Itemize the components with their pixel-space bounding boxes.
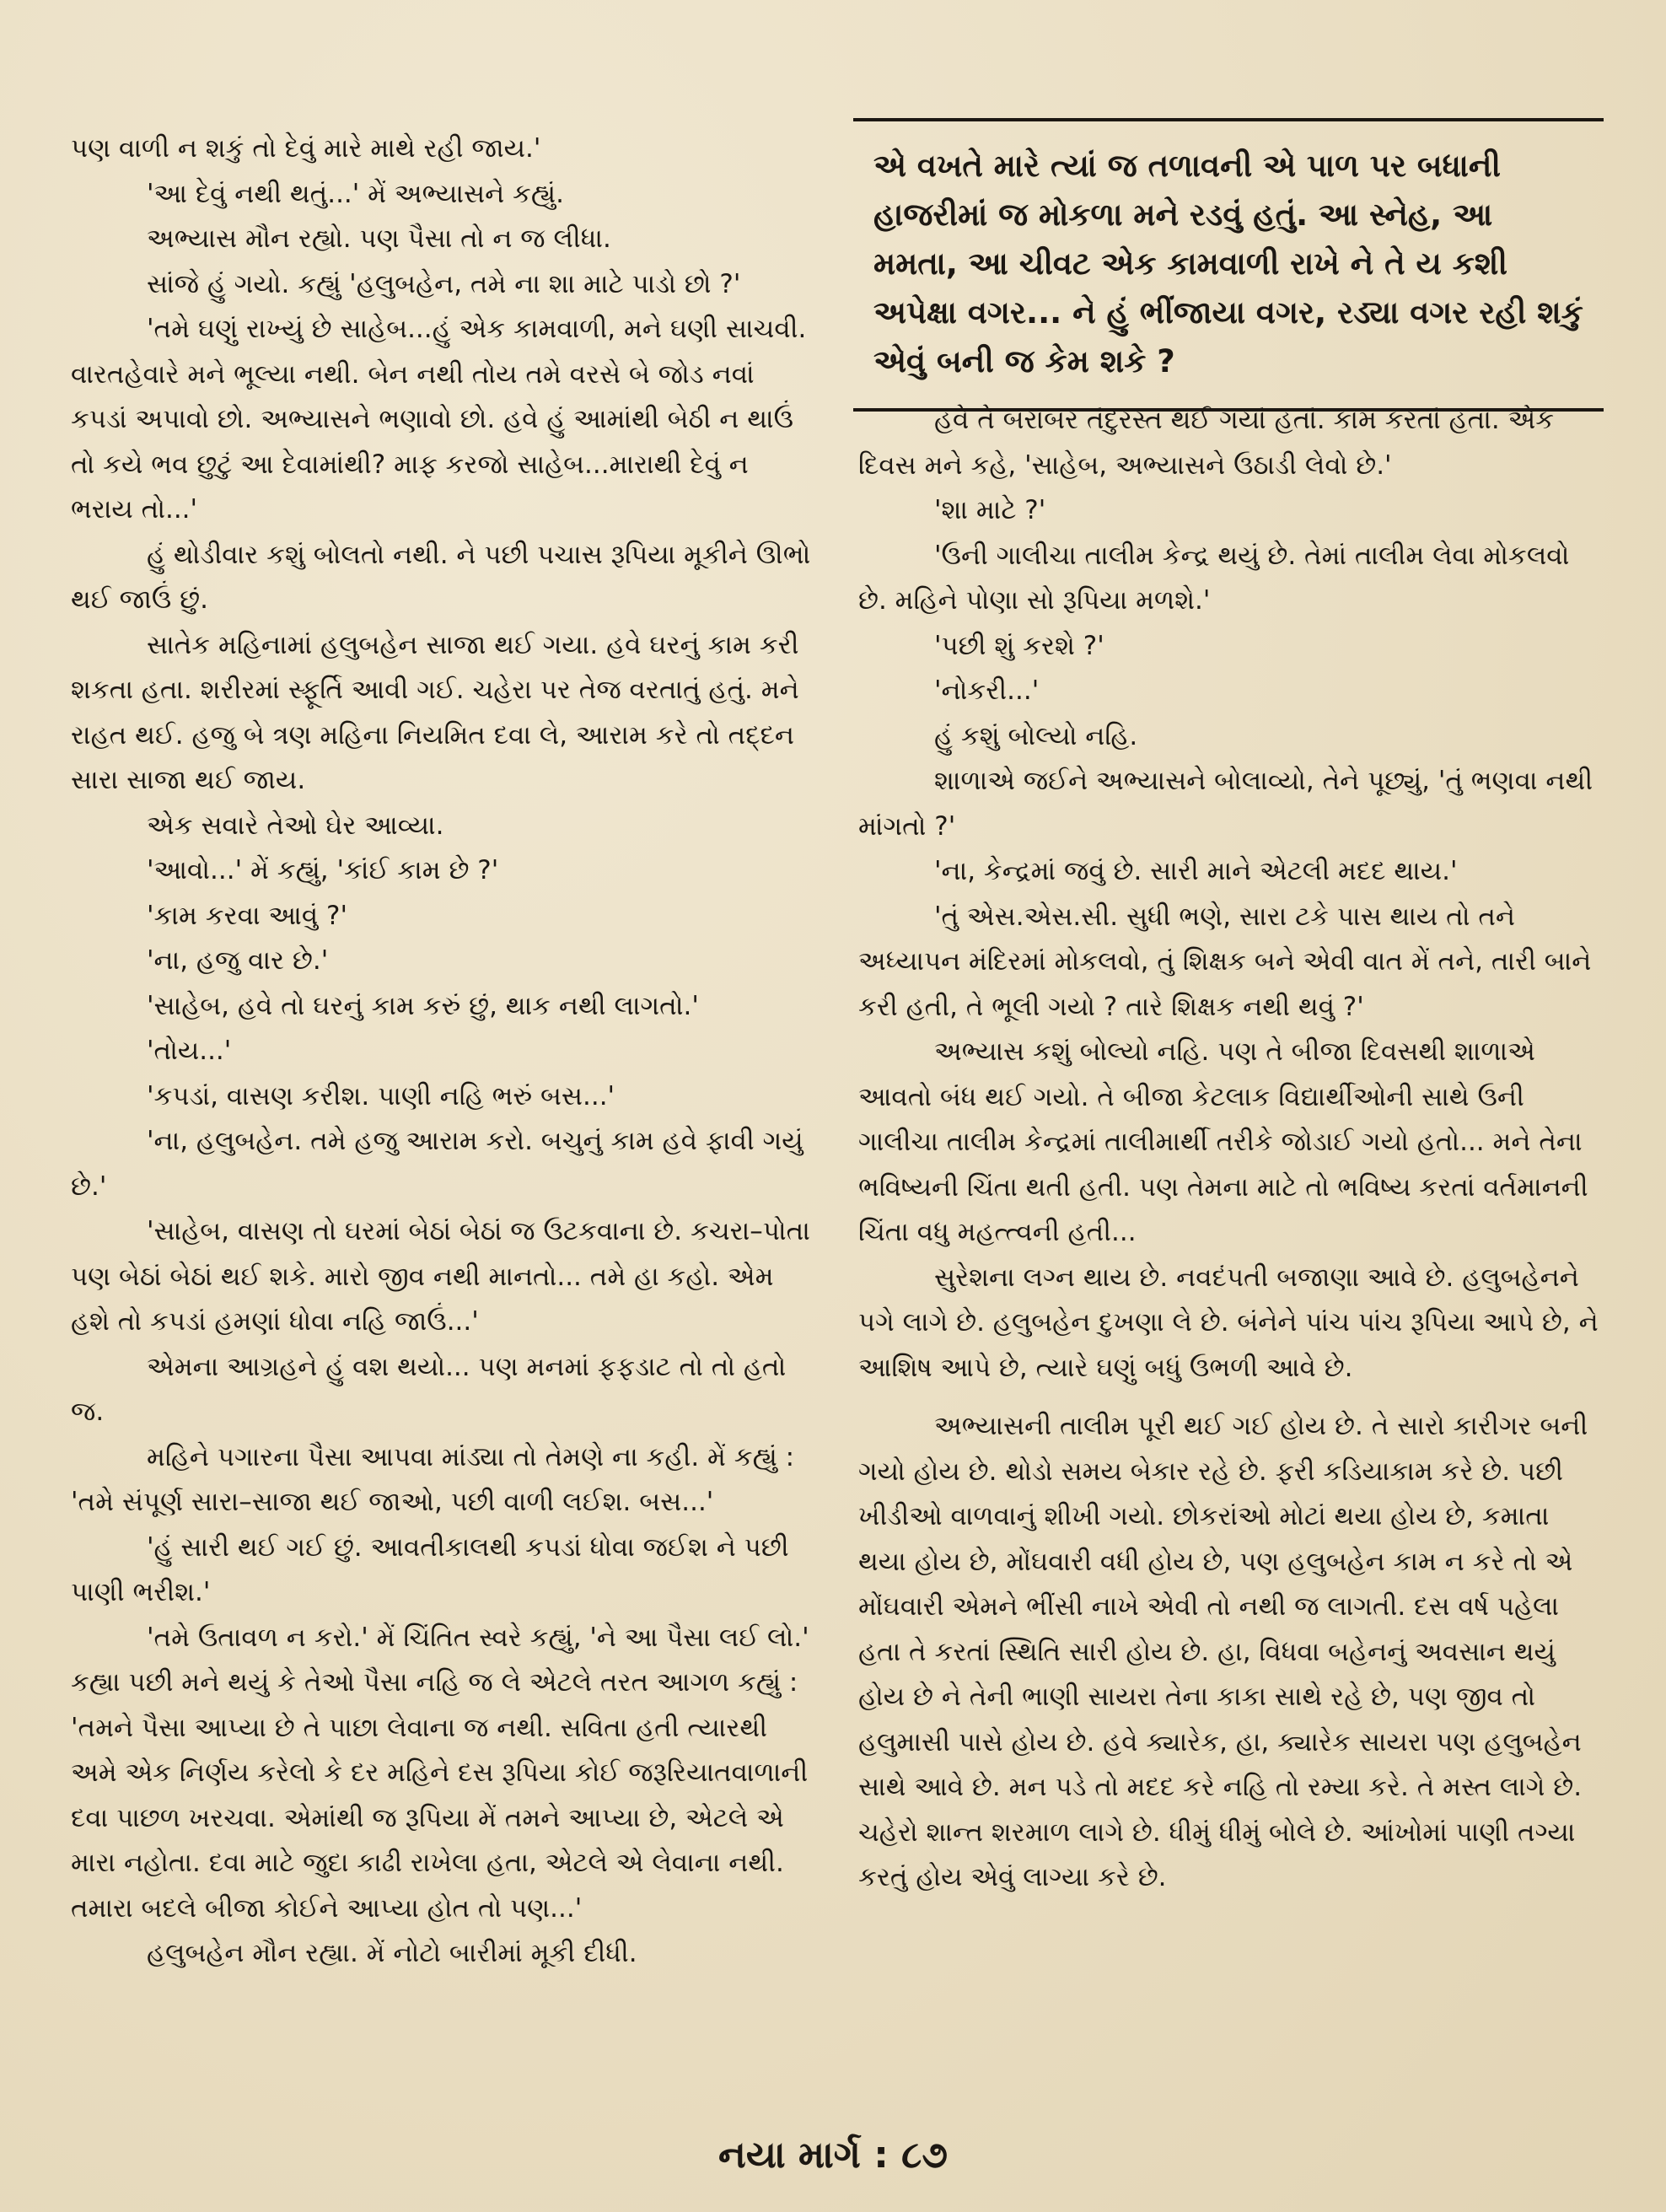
pull-quote-text: એ વખતે મારે ત્યાં જ તળાવની એ પાળ પર બધાની હાજરીમાં જ મોકળા મને રડવું હતું. આ સ્નેહ, આ મમતા, આ ચીવટ એક કામવાળી રાખે ને તે ય કશી અપેક્ષા વગર... ને હું ભીંજાયા વગર, રડ્યા વગર રહી શકું એવું બની જ કેમ શકે ? (873, 148, 1583, 379)
paragraph: હવે તે બરાબર તંદુરસ્ત થઈ ગયાં હતાં. કામ કરતાં હતા. એક દિવસ મને કહે, 'સાહેબ, અભ્યાસને ઉઠાડી લેવો છે.' (858, 405, 1555, 481)
paragraph: 'નોકરી...' (934, 675, 1040, 706)
paragraph: સાંજે હું ગયો. કહ્યું 'હલુબહેન, તમે ના શા માટે પાડો છો ?' (147, 268, 741, 299)
paragraph: 'આ દેવું નથી થતું...' મેં અભ્યાસને કહ્યું. (147, 178, 564, 209)
pull-quote (853, 118, 1604, 412)
paragraph: 'પછી શું કરશે ?' (934, 630, 1104, 661)
paragraph: શાળાએ જઈને અભ્યાસને બોલાવ્યો, તેને પૂછ્યું, 'તું ભણવા નથી માંગતો ?' (858, 766, 1593, 842)
paragraph: 'સાહેબ, વાસણ તો ઘરમાં બેઠાં બેઠાં જ ઉટકવાના છે. કચરા–પોતા પણ બેઠાં બેઠાં થઈ શકે. મારો જીવ નથી માનતો... તમે હા કહો. એમ હશે તો કપડાં હમણાં ધોવા નહિ જાઉં...' (71, 1216, 810, 1337)
paragraph: 'સાહેબ, હવે તો ઘરનું કામ કરું છું, થાક નથી લાગતો.' (147, 990, 699, 1021)
page-footer: નયા માર્ગ : ૮૭ (718, 2134, 948, 2177)
paragraph: 'આવો...' મેં કહ્યું, 'કાંઈ કામ છે ?' (147, 855, 499, 885)
paragraph: અભ્યાસની તાલીમ પૂરી થઈ ગઈ હોય છે. તે સારો કારીગર બની ગયો હોય છે. થોડો સમય બેકાર રહે છે. ફરી કડિયાકામ કરે છે. પછી ખીડીઓ વાળવાનું શીખી ગયો. છોકરાંઓ મોટાં થયા હોય છે, કમાતા થયા હોય છે, મોંઘવારી વધી હોય છે, પણ હલુબહેન કામ ન કરે તો એ મોંઘવારી એમને ભીંસી નાખે એવી તો નથી જ લાગતી. દસ વર્ષ પહેલા હતા તે કરતાં સ્થિતિ સારી હોય છે. હા, વિધવા બહેનનું અવસાન થયું હોય છે ને તેની ભાણી સાયરા તેના કાકા સાથે રહે છે, પણ જીવ તો હલુમાસી પાસે હોય છે. હવે ક્યારેક, હા, ક્યારેક સાયરા પણ હલુબહેન સાથે આવે છે. મન પડે તો મદદ કરે નહિ તો રમ્યા કરે. તે મસ્ત લાગે છે. ચહેરો શાન્ત શરમાળ લાગે છે. ધીમું ધીમું બોલે છે. આંખોમાં પાણી તગ્યા કરતું હોય એવું લાગ્યા કરે છે. (858, 1411, 1588, 1892)
paragraph: અભ્યાસ કશું બોલ્યો નહિ. પણ તે બીજા દિવસથી શાળાએ આવતો બંધ થઈ ગયો. તે બીજા કેટલાક વિદ્યાર્થીઓની સાથે ઉની ગાલીચા તાલીમ કેન્દ્રમાં તાલીમાર્થી તરીકે જોડાઈ ગયો હતો... મને તેના ભવિષ્યની ચિંતા થતી હતી. પણ તેમના માટે તો ભવિષ્ય કરતાં વર્તમાનની ચિંતા વધુ મહત્ત્વની હતી... (858, 1036, 1588, 1247)
paragraph: 'ના, હલુબહેન. તમે હજુ આરામ કરો. બચુનું કામ હવે ફાવી ગયું છે.' (71, 1126, 803, 1202)
paragraph: 'તમે ઘણું રાખ્યું છે સાહેબ...હું એક કામવાળી, મને ઘણી સાચવી. વારતહેવારે મને ભૂલ્યા નથી. બેન નથી તોય તમે વરસે બે જોડ નવાં કપડાં અપાવો છો. અભ્યાસને ભણાવો છો. હવે હું આમાંથી બેઠી ન થાઉં તો કયે ભવ છુટું આ દેવામાંથી? માફ કરજો સાહેબ...મારાથી દેવું ન ભરાય તો...' (71, 314, 807, 525)
paragraph: 'શા માટે ?' (934, 495, 1046, 525)
paragraph: 'તું એસ.એસ.સી. સુધી ભણે, સારા ટકે પાસ થાય તો તને અધ્યાપન મંદિરમાં મોકલવો, તું શિક્ષક બને એવી વાત મેં તને, તારી બાને કરી હતી, તે ભૂલી ગયો ? તારે શિક્ષક નથી થવું ?' (858, 901, 1592, 1022)
paragraph: પણ વાળી ન શકું તો દેવું મારે માથે રહી જાય.' (71, 133, 541, 164)
paragraph: 'કપડાં, વાસણ કરીશ. પાણી નહિ ભરું બસ...' (147, 1080, 615, 1111)
paragraph: 'ના, કેન્દ્રમાં જવું છે. સારી માને એટલી મદદ થાય.' (934, 856, 1458, 886)
paragraph: હું કશું બોલ્યો નહિ. (934, 720, 1138, 751)
paragraph: 'કામ કરવા આવું ?' (147, 900, 347, 931)
paragraph: 'ના, હજુ વાર છે.' (147, 945, 329, 976)
left-column (71, 126, 813, 1977)
paragraph: હું થોડીવાર કશું બોલતો નથી. ને પછી પચાસ રૂપિયા મૂકીને ઊભો થઈ જાઉં છું. (71, 539, 811, 615)
paragraph: 'હું સારી થઈ ગઈ છું. આવતીકાલથી કપડાં ધોવા જઈશ ને પછી પાણી ભરીશ.' (71, 1531, 789, 1607)
right-column (858, 398, 1599, 1901)
paragraph: એમના આગ્રહને હું વશ થયો... પણ મનમાં ફફડાટ તો તો હતો જ. (71, 1351, 787, 1427)
paragraph: 'ઉની ગાલીચા તાલીમ કેન્દ્ર થયું છે. તેમાં તાલીમ લેવા મોકલવો છે. મહિને પોણા સો રૂપિયા મળશે.' (858, 540, 1570, 616)
paragraph: અભ્યાસ મૌન રહ્યો. પણ પૈસા તો ન જ લીધા. (147, 223, 611, 254)
paragraph: સાતેક મહિનામાં હલુબહેન સાજા થઈ ગયા. હવે ઘરનું કામ કરી શકતા હતા. શરીરમાં સ્ફૂર્તિ આવી ગઈ. ચહેરા પર તેજ વરતાતું હતું. મને રાહત થઈ. હજુ બે ત્રણ મહિના નિયમિત દવા લે, આરામ કરે તો તદ્દન સારા સાજા થઈ જાય. (71, 629, 799, 795)
paragraph: 'તમે ઉતાવળ ન કરો.' મેં ચિંતિત સ્વરે કહ્યું, 'ને આ પૈસા લઈ લો.' કહ્યા પછી મને થયું કે તેઓ પૈસા નહિ જ લે એટલે તરત આગળ કહ્યું : 'તમને પૈસા આપ્યા છે તે પાછા લેવાના જ નથી. સવિતા હતી ત્યારથી અમે એક નિર્ણય કરેલો કે દર મહિને દસ રૂપિયા કોઈ જરૂરિયાતવાળાની દવા પાછળ ખરચવા. એમાંથી જ રૂપિયા મેં તમને આપ્યા છે, એટલે એ મારા નહોતા. દવા માટે જુદા કાઢી રાખેલા હતા, એટલે એ લેવાના નથી. તમારા બદલે બીજા કોઈને આપ્યા હોત તો પણ...' (71, 1622, 809, 1924)
paragraph: સુરેશના લગ્ન થાય છે. નવદંપતી બજાણા આવે છે. હલુબહેનને પગે લાગે છે. હલુબહેન દુખણા લે છે. બંનેને પાંચ પાંચ રૂપિયા આપે છે, ને આશિષ આપે છે, ત્યારે ઘણું બધું ઉભળી આવે છે. (858, 1262, 1599, 1383)
paragraph: હલુબહેન મૌન રહ્યા. મેં નોટો બારીમાં મૂકી દીધી. (147, 1938, 637, 1968)
paragraph: એક સવારે તેઓ ઘેર આવ્યા. (147, 810, 444, 841)
paragraph: મહિને પગારના પૈસા આપવા માંડ્યા તો તેમણે ના કહી. મેં કહ્યું : 'તમે સંપૂર્ણ સારા–સાજા થઈ જાઓ, પછી વાળી લઈશ. બસ...' (71, 1441, 795, 1517)
paragraph: 'તોય...' (147, 1036, 232, 1066)
